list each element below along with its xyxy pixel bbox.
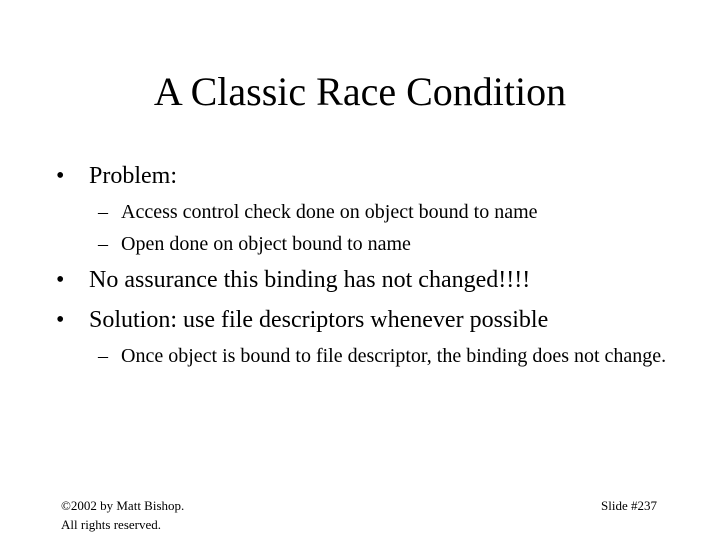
footer-copyright bbox=[61, 496, 184, 534]
bullet-text: Problem: bbox=[89, 163, 177, 189]
bullet-marker: • bbox=[56, 163, 65, 189]
sub-bullet-list bbox=[56, 198, 676, 259]
bullet-marker: • bbox=[56, 267, 65, 293]
sub-bullet-text: Access control check done on object bound to name bbox=[121, 201, 538, 223]
bullet-text: No assurance this binding has not changed!!!! bbox=[89, 267, 531, 293]
slide-title: A Classic Race Condition bbox=[153, 69, 567, 114]
sub-bullet-marker: – bbox=[98, 345, 108, 367]
sub-bullet-item bbox=[56, 230, 676, 259]
copyright-line: ©2002 by Matt Bishop. bbox=[61, 498, 185, 513]
sub-bullet-item bbox=[56, 342, 676, 371]
bullet-marker: • bbox=[56, 307, 65, 333]
sub-bullet-text: Open done on object bound to name bbox=[121, 233, 411, 255]
copyright-line: All rights reserved. bbox=[61, 517, 162, 532]
sub-bullet-item bbox=[56, 198, 676, 227]
bullet-item bbox=[56, 158, 676, 194]
slide-number: Slide #237 bbox=[601, 498, 657, 513]
bullet-item bbox=[56, 262, 676, 298]
bullet-list bbox=[56, 158, 676, 374]
sub-bullet-marker: – bbox=[98, 233, 108, 255]
sub-bullet-text: Once object is bound to file descriptor, the binding does not change. bbox=[121, 345, 667, 367]
bullet-text: Solution: use file descriptors whenever possible bbox=[89, 307, 549, 333]
sub-bullet-list bbox=[56, 342, 676, 371]
sub-bullet-marker: – bbox=[98, 201, 108, 223]
bullet-item bbox=[56, 302, 676, 338]
